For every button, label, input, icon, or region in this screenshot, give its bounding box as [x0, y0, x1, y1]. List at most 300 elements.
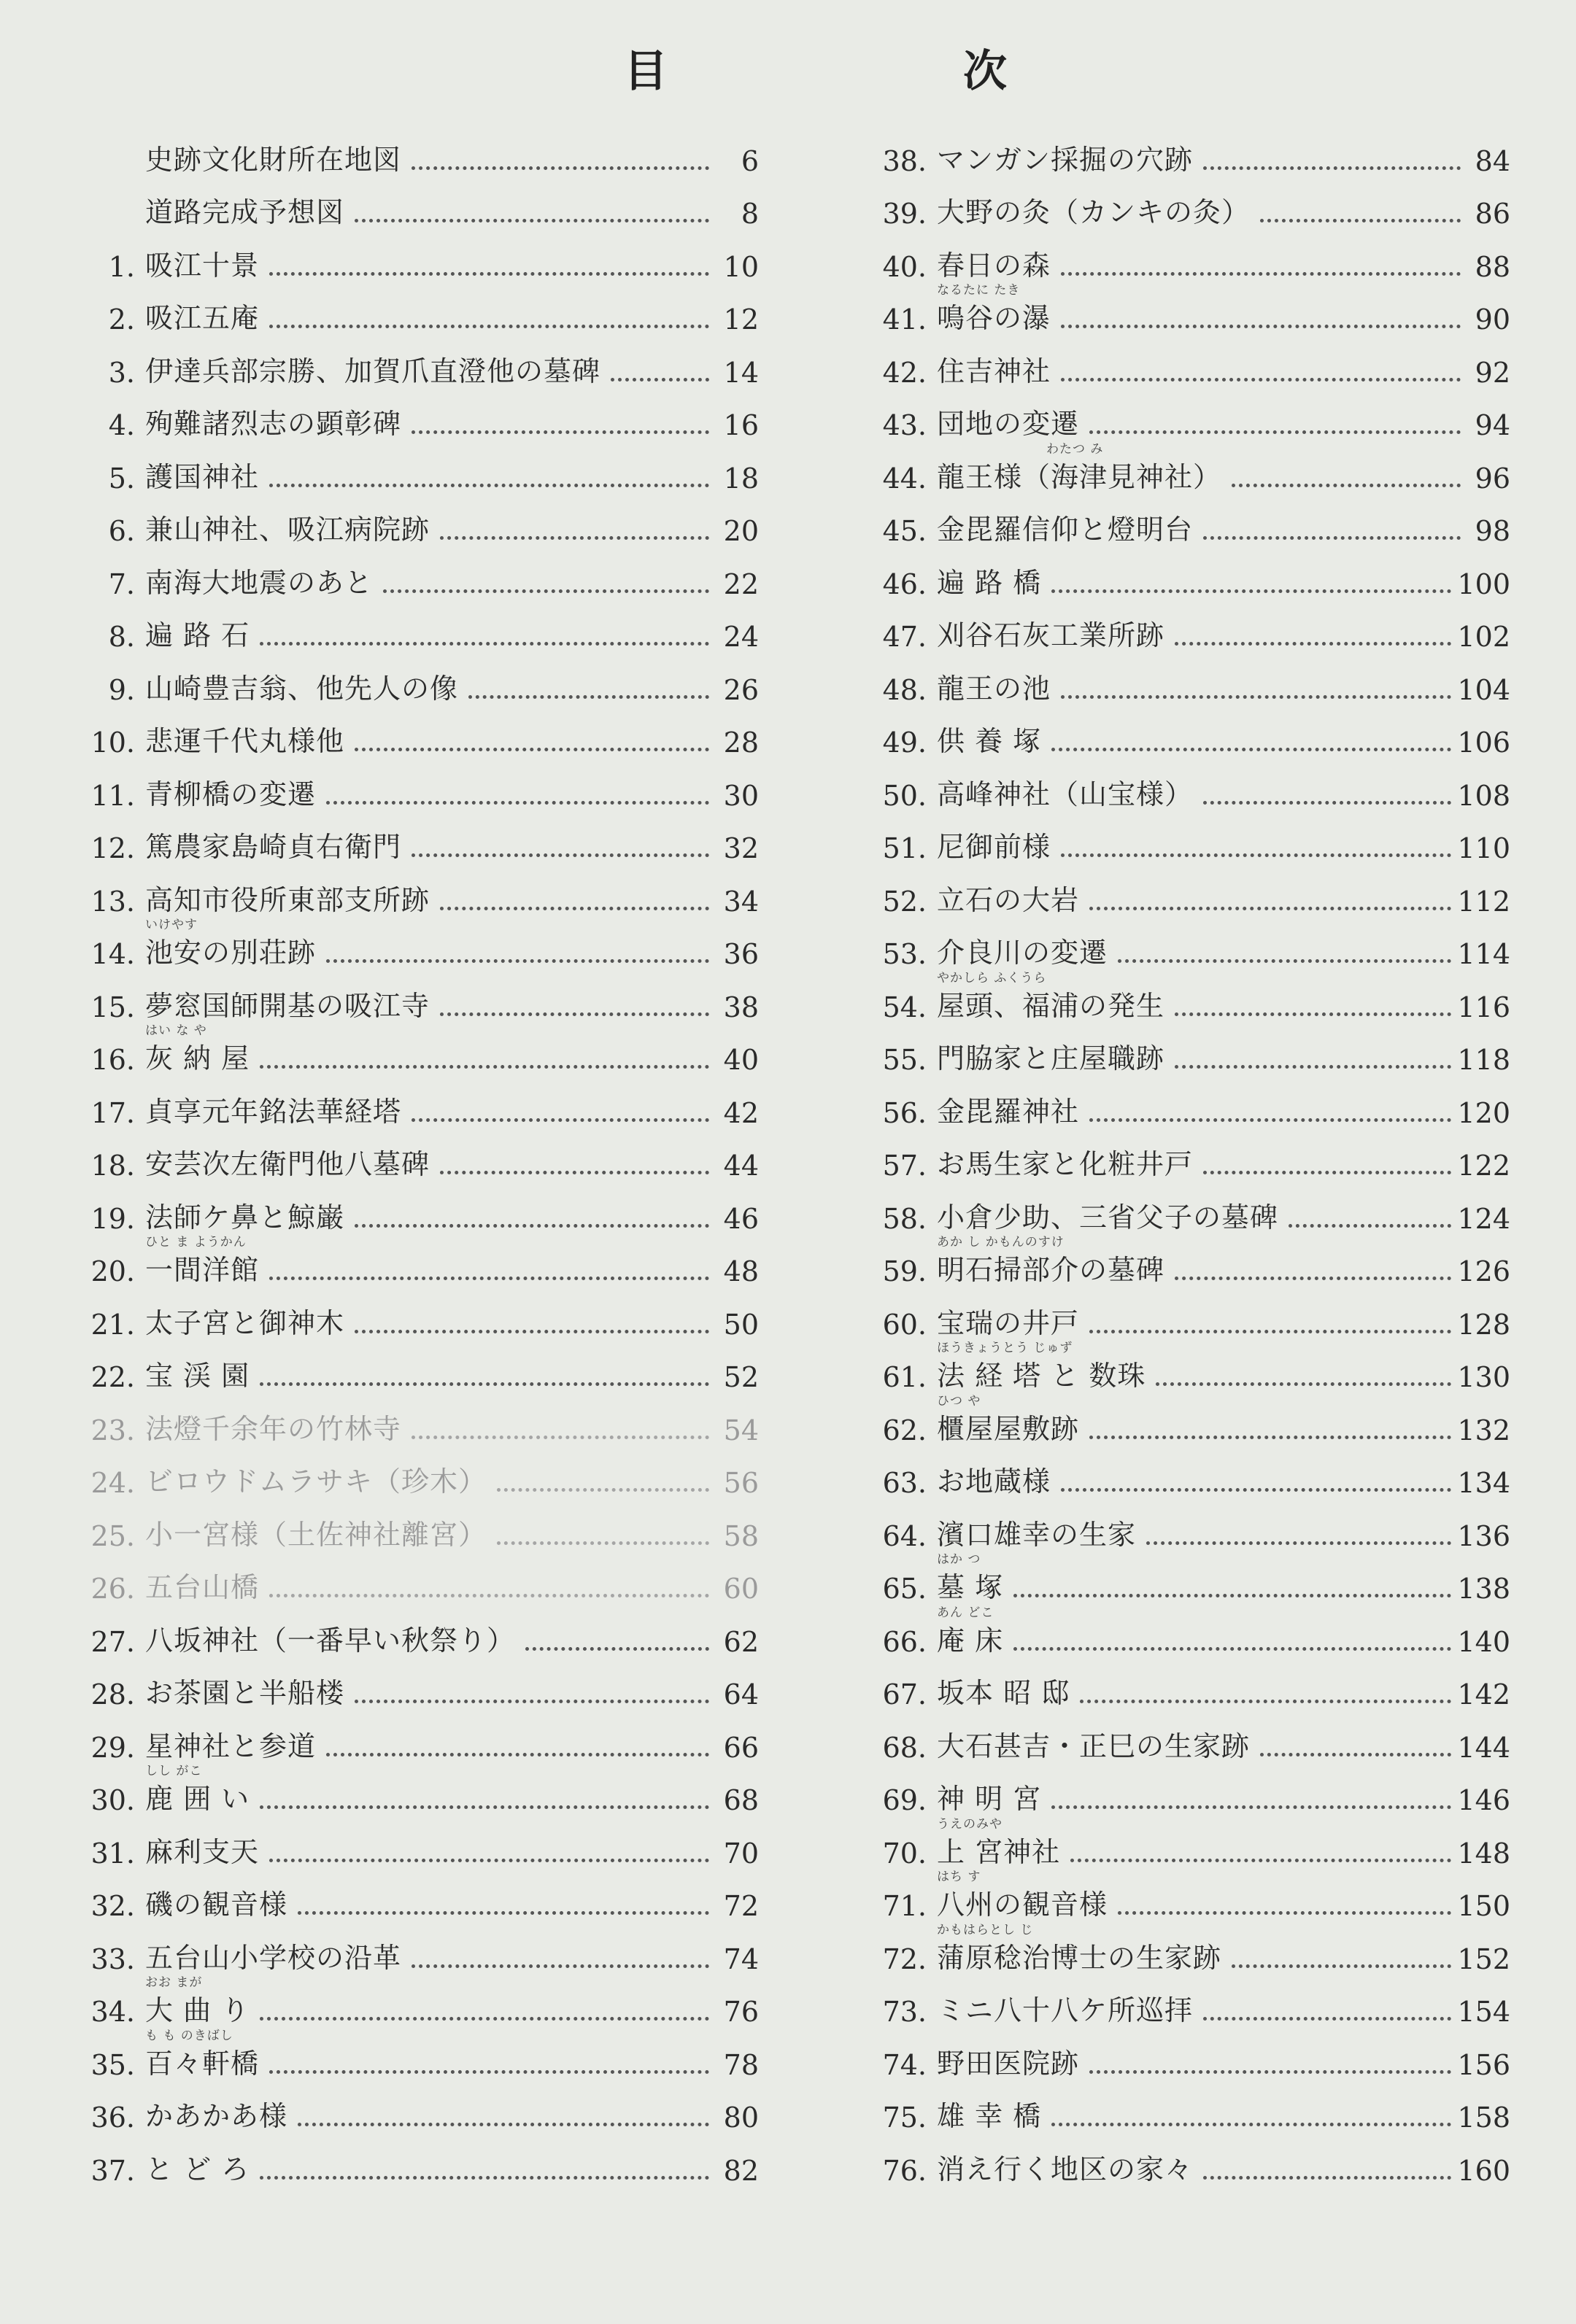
toc-entry[interactable] — [854, 2134, 1510, 2187]
toc-entry-title — [937, 666, 1051, 706]
toc-entry-title — [145, 613, 250, 653]
dot-leader — [468, 695, 709, 699]
toc-entry-title — [937, 1870, 1108, 1922]
toc-entry-title — [145, 243, 259, 283]
toc-entry[interactable] — [66, 1711, 759, 1764]
toc-entry[interactable] — [66, 2028, 759, 2081]
toc-entry-page: 120 — [1457, 1096, 1510, 1129]
toc-entry-title — [937, 1301, 1079, 1341]
toc-entry-ruby: しし がこ — [145, 1764, 203, 1778]
toc-entry-page: 20 — [723, 515, 759, 547]
toc-entry-number: 64. — [882, 1519, 927, 1552]
toc-entry-title — [937, 1393, 1080, 1446]
toc-entry-title-text: 宝 渓 園 — [145, 1360, 250, 1392]
toc-entry-number: 12. — [90, 832, 135, 864]
toc-entry[interactable] — [66, 1605, 759, 1658]
toc-entry-page: 32 — [723, 832, 759, 864]
toc-entry[interactable] — [66, 441, 759, 495]
toc-entry[interactable] — [854, 812, 1510, 865]
toc-entry-title — [145, 1023, 250, 1076]
dot-leader — [440, 536, 709, 540]
toc-entry-title — [937, 507, 1193, 547]
dot-leader — [1089, 1330, 1451, 1333]
toc-entry-title-text: 金毘羅信仰と燈明台 — [937, 514, 1194, 546]
toc-entry-title-text: 史跡文化財所在地図 — [145, 143, 402, 176]
toc-entry-page: 34 — [723, 885, 759, 918]
toc-entry[interactable] — [66, 812, 759, 865]
toc-entry-page: 42 — [723, 1096, 759, 1129]
toc-entry-number: 25. — [90, 1519, 135, 1552]
toc-entry-page: 140 — [1457, 1625, 1510, 1658]
toc-entry-title-text: 遍 路 橋 — [937, 566, 1042, 599]
toc-entry-title-text: 大野の灸（カンキの灸） — [937, 196, 1251, 228]
toc-entry-title-text: マンガン採掘の穴跡 — [937, 143, 1194, 176]
toc-entry-page: 76 — [723, 1996, 759, 2028]
toc-entry-ruby: ひと ま ようかん — [145, 1235, 247, 1250]
toc-entry[interactable] — [66, 1129, 759, 1182]
dot-leader — [1051, 2123, 1451, 2126]
toc-entry-number: 33. — [90, 1943, 135, 1975]
toc-entry-title-text: 介良川の変遷 — [937, 937, 1108, 969]
toc-entry[interactable] — [66, 336, 759, 389]
toc-entry[interactable] — [66, 495, 759, 548]
toc-entry-title-text: 龍王様（海津見神社） — [937, 460, 1222, 493]
toc-entry-title — [145, 772, 316, 812]
toc-entry-title — [937, 2041, 1079, 2081]
toc-entry-title — [145, 824, 401, 864]
toc-entry[interactable] — [854, 1287, 1510, 1341]
toc-entry-page: 6 — [741, 144, 759, 177]
dot-leader — [412, 853, 709, 857]
toc-entry-page: 102 — [1457, 621, 1510, 653]
toc-entry-number: 21. — [90, 1308, 135, 1341]
toc-entry-title-text: 一間洋館 — [145, 1254, 260, 1286]
toc-entry[interactable] — [66, 1870, 759, 1923]
toc-entry-number: 40. — [882, 250, 927, 283]
toc-entry-title-text: 南海大地震のあと — [145, 566, 374, 599]
toc-entry[interactable] — [66, 283, 759, 336]
toc-entry-title-text: 神 明 宮 — [937, 1783, 1042, 1815]
toc-entry-title-text: 遍 路 石 — [145, 619, 250, 651]
toc-entry-title-text: 麻利支天 — [145, 1835, 260, 1868]
dot-leader — [1232, 1964, 1451, 1968]
toc-entry-number: 26. — [90, 1573, 135, 1605]
toc-entry[interactable] — [854, 1552, 1510, 1606]
toc-entry[interactable] — [66, 1235, 759, 1288]
toc-entry-page: 12 — [723, 303, 759, 336]
toc-entry-title-text: 上 宮神社 — [937, 1835, 1061, 1868]
toc-entry-title — [145, 1301, 344, 1341]
toc-entry-title — [145, 1829, 259, 1870]
toc-entry[interactable] — [66, 124, 759, 177]
toc-entry-number: 68. — [882, 1731, 927, 1764]
toc-entry-title-text: 鹿 囲 い — [145, 1783, 250, 1815]
toc-entry-page: 118 — [1457, 1044, 1510, 1076]
toc-entry[interactable] — [66, 653, 759, 706]
toc-entry-title-text: 篤農家島崎貞右衛門 — [145, 831, 402, 863]
dot-leader — [1013, 1647, 1451, 1651]
toc-entry[interactable] — [854, 389, 1510, 442]
toc-entry-page: 150 — [1457, 1890, 1510, 1922]
toc-entry-ruby: あん どこ — [937, 1605, 994, 1620]
toc-entry[interactable] — [66, 706, 759, 759]
toc-entry-title — [937, 1512, 1136, 1552]
toc-entry[interactable] — [854, 495, 1510, 548]
toc-entry[interactable] — [66, 864, 759, 918]
toc-entry[interactable] — [854, 1499, 1510, 1552]
toc-entry[interactable] — [66, 2081, 759, 2134]
toc-entry[interactable] — [854, 283, 1510, 336]
toc-entry-page: 78 — [723, 2048, 759, 2081]
toc-entry-page: 26 — [723, 673, 759, 706]
toc-entry-page: 108 — [1457, 779, 1510, 812]
toc-entry[interactable] — [66, 389, 759, 442]
toc-entry[interactable] — [854, 1816, 1510, 1870]
toc-entry-page: 110 — [1457, 832, 1510, 864]
dot-leader — [1051, 589, 1451, 593]
toc-entry-ruby: やかしら ふくうら — [937, 970, 1047, 985]
toc-entry-title — [937, 772, 1193, 812]
toc-entry-page: 144 — [1457, 1731, 1510, 1764]
toc-entry-title — [145, 1935, 401, 1975]
toc-entry-title — [937, 970, 1165, 1023]
toc-entry[interactable] — [854, 177, 1510, 231]
toc-entry-page: 48 — [723, 1255, 759, 1287]
toc-entry-page: 104 — [1457, 673, 1510, 706]
toc-entry[interactable] — [854, 1393, 1510, 1446]
toc-entry-title — [145, 1406, 401, 1446]
toc-entry-number: 30. — [90, 1784, 135, 1816]
toc-entry-number: 59. — [882, 1255, 927, 1287]
toc-entry[interactable] — [854, 1870, 1510, 1923]
toc-entry[interactable] — [854, 547, 1510, 600]
toc-entry-title-text: 門脇家と庄屋職跡 — [937, 1042, 1165, 1074]
toc-entry-page: 154 — [1457, 1996, 1510, 2028]
toc-entry-title — [145, 918, 317, 970]
toc-entry-title — [145, 1142, 430, 1182]
toc-entry[interactable] — [854, 706, 1510, 759]
toc-entry-number: 63. — [882, 1467, 927, 1499]
toc-entry-number: 23. — [90, 1414, 135, 1446]
toc-entry[interactable] — [66, 1076, 759, 1129]
toc-entry[interactable] — [854, 1076, 1510, 1129]
toc-entry[interactable] — [66, 1764, 759, 1817]
toc-entry[interactable] — [854, 1764, 1510, 1817]
toc-entry-number: 19. — [90, 1202, 135, 1235]
toc-entry-title — [937, 1922, 1222, 1975]
toc-entry[interactable] — [66, 2134, 759, 2187]
toc-entry-title — [145, 137, 401, 177]
toc-entry-page: 8 — [741, 198, 759, 230]
toc-entry-page: 16 — [723, 409, 759, 441]
toc-entry[interactable] — [66, 1393, 759, 1446]
toc-entry[interactable] — [66, 759, 759, 812]
toc-entry-number: 48. — [882, 673, 927, 706]
toc-entry-title — [937, 137, 1193, 177]
toc-entry-title — [145, 507, 430, 547]
toc-entry-title-text: 吸江五庵 — [145, 302, 260, 334]
toc-entry-title-text: 青柳橋の変遷 — [145, 778, 317, 810]
toc-entry[interactable] — [854, 653, 1510, 706]
dot-leader — [1118, 1911, 1451, 1915]
toc-entry-number: 13. — [90, 885, 135, 918]
toc-entry[interactable] — [854, 1605, 1510, 1658]
toc-entry-title-text: 消え行く地区の家々 — [937, 2153, 1194, 2185]
dot-leader — [1061, 695, 1451, 699]
toc-entry-title-text: 明石掃部介の墓碑 — [937, 1254, 1165, 1286]
dot-leader — [1175, 642, 1451, 646]
toc-entry-ruby: いけやす — [145, 918, 198, 932]
toc-entry-title-text: 百々軒橋 — [145, 2047, 260, 2080]
toc-entry-title-text: 貞享元年銘法華経塔 — [145, 1095, 402, 1128]
dot-leader — [269, 325, 709, 328]
dot-leader — [611, 378, 709, 381]
toc-entry[interactable] — [854, 2028, 1510, 2081]
toc-entry-page: 64 — [723, 1678, 759, 1711]
toc-entry[interactable] — [854, 1341, 1510, 1394]
toc-entry[interactable] — [66, 1658, 759, 1711]
toc-entry-title-text: 護国神社 — [145, 460, 260, 493]
toc-entry-number: 29. — [90, 1731, 135, 1764]
toc-entry-title — [937, 1776, 1041, 1816]
toc-entry-title — [937, 1142, 1193, 1182]
toc-entry-page: 22 — [723, 568, 759, 600]
toc-entry[interactable] — [854, 864, 1510, 918]
toc-entry-title — [937, 1724, 1250, 1764]
dot-leader — [1118, 959, 1451, 963]
dot-leader — [326, 801, 709, 805]
toc-entry-number: 72. — [882, 1943, 927, 1975]
toc-entry-page: 72 — [723, 1890, 759, 1922]
toc-entry[interactable] — [854, 1182, 1510, 1235]
toc-entry-page: 54 — [723, 1414, 759, 1446]
dot-leader — [1175, 1065, 1451, 1069]
dot-leader — [269, 1859, 709, 1862]
toc-entry[interactable] — [854, 441, 1510, 495]
toc-entry-ruby: はか つ — [937, 1552, 981, 1567]
toc-entry-number: 51. — [882, 832, 927, 864]
dot-leader — [1203, 1171, 1451, 1174]
toc-entry-number: 62. — [882, 1414, 927, 1446]
toc-entry-page: 134 — [1457, 1467, 1510, 1499]
toc-entry[interactable] — [66, 1182, 759, 1235]
toc-entry-number: 9. — [108, 673, 135, 706]
toc-entry-number: 5. — [108, 462, 135, 495]
toc-entry-title-text: 小倉少助、三省父子の墓碑 — [937, 1201, 1279, 1233]
toc-entry[interactable] — [854, 600, 1510, 654]
toc-entry[interactable] — [854, 1129, 1510, 1182]
toc-entry-page: 14 — [723, 356, 759, 389]
dot-leader — [1061, 1488, 1451, 1492]
toc-entry-title-text: 八坂神社（一番早い秋祭り） — [145, 1624, 516, 1657]
toc-column-left — [66, 124, 759, 2187]
toc-entry-title-text: 道路完成予想図 — [145, 196, 345, 228]
toc-entry-title — [145, 1089, 401, 1129]
toc-entry-number: 41. — [882, 303, 927, 336]
toc-entry[interactable] — [66, 1975, 759, 2029]
toc-entry[interactable] — [854, 1658, 1510, 1711]
toc-entry-title — [937, 1816, 1061, 1870]
toc-entry-title-text: 墓 塚 — [937, 1571, 1004, 1603]
toc-entry[interactable] — [66, 918, 759, 971]
toc-entry[interactable] — [854, 124, 1510, 177]
toc-entry-ruby: ほうきょうとう じゅず — [937, 1341, 1073, 1355]
toc-entry[interactable] — [66, 1341, 759, 1394]
toc-entry-page: 84 — [1475, 144, 1510, 177]
toc-entry[interactable] — [854, 1446, 1510, 1500]
toc-entry[interactable] — [66, 1816, 759, 1870]
toc-entry[interactable] — [66, 230, 759, 283]
dot-leader — [355, 748, 709, 751]
toc-entry-number: 6. — [108, 515, 135, 547]
toc-entry[interactable] — [854, 230, 1510, 283]
toc-entry-title-text: 太子宮と御神木 — [145, 1306, 345, 1339]
toc-entry-number: 56. — [882, 1096, 927, 1129]
toc-entry-number: 35. — [90, 2048, 135, 2081]
toc-entry-ruby: はい な や — [145, 1023, 207, 1038]
toc-entry-number: 16. — [90, 1044, 135, 1076]
toc-entry-number: 2. — [108, 303, 135, 336]
toc-entry-title — [937, 283, 1051, 336]
toc-entry-number: 58. — [882, 1202, 927, 1235]
toc-entry-page: 130 — [1457, 1361, 1510, 1393]
dot-leader — [269, 1594, 709, 1597]
toc-entry-page: 124 — [1457, 1202, 1510, 1235]
dot-leader — [260, 2017, 709, 2021]
toc-entry-number: 32. — [90, 1890, 135, 1922]
toc-entry-number: 57. — [882, 1150, 927, 1182]
dot-leader — [440, 907, 709, 910]
toc-entry-title — [937, 1235, 1165, 1287]
toc-entry-page: 46 — [723, 1202, 759, 1235]
toc-entry[interactable] — [66, 547, 759, 600]
toc-entry[interactable] — [66, 1552, 759, 1606]
dot-leader — [298, 1911, 709, 1915]
toc-entry-page: 158 — [1457, 2102, 1510, 2134]
dot-leader — [1203, 801, 1451, 805]
toc-entry[interactable] — [854, 1023, 1510, 1077]
toc-entry[interactable] — [66, 1446, 759, 1500]
dot-leader — [355, 219, 709, 222]
dot-leader — [260, 1382, 709, 1386]
toc-entry[interactable] — [66, 600, 759, 654]
toc-entry-number: 20. — [90, 1255, 135, 1287]
dot-leader — [326, 959, 709, 963]
toc-entry[interactable] — [66, 1287, 759, 1341]
toc-entry-title — [937, 2147, 1193, 2187]
toc-entry[interactable] — [854, 336, 1510, 389]
toc-entry[interactable] — [854, 918, 1510, 971]
toc-entry-page: 90 — [1475, 303, 1510, 336]
toc-entry[interactable] — [66, 1023, 759, 1077]
toc-entry-number: 55. — [882, 1044, 927, 1076]
toc-entry-page: 136 — [1457, 1519, 1510, 1552]
toc-entry-title-text: 殉難諸烈志の顕彰碑 — [145, 408, 402, 440]
toc-entry-number: 11. — [90, 779, 135, 812]
toc-entry-title — [145, 401, 401, 441]
toc-entry-page: 148 — [1457, 1837, 1510, 1870]
toc-entry-title-text: 刈谷石灰工業所跡 — [937, 619, 1165, 651]
toc-entry-title — [145, 295, 259, 336]
dot-leader — [1175, 1277, 1451, 1280]
toc-entry-number: 1. — [108, 250, 135, 283]
toc-entry-page: 98 — [1475, 515, 1510, 547]
dot-leader — [269, 272, 709, 276]
dot-leader — [383, 589, 709, 593]
toc-entry-number: 10. — [90, 727, 135, 759]
toc-entry-title-text: 濱口雄幸の生家 — [937, 1518, 1137, 1551]
toc-entry[interactable] — [854, 759, 1510, 812]
toc-entry[interactable] — [66, 177, 759, 231]
toc-entry-ruby: も も のきばし — [145, 2028, 233, 2043]
toc-entry-number: 42. — [882, 356, 927, 389]
toc-entry[interactable] — [66, 970, 759, 1023]
toc-entry[interactable] — [66, 1922, 759, 1975]
toc-entry-number: 50. — [882, 779, 927, 812]
toc-entry[interactable] — [66, 1499, 759, 1552]
toc-entry-title-text: かあかあ様 — [145, 2100, 288, 2132]
toc-entry-page: 106 — [1457, 727, 1510, 759]
toc-entry-number: 71. — [882, 1890, 927, 1922]
toc-entry[interactable] — [854, 1975, 1510, 2029]
toc-entry-page: 38 — [723, 991, 759, 1023]
toc-entry-number: 53. — [882, 938, 927, 970]
toc-entry-page: 82 — [723, 2154, 759, 2187]
toc-entry-number: 73. — [882, 1996, 927, 2028]
toc-entry-title — [937, 1459, 1051, 1499]
dot-leader — [1203, 2176, 1451, 2180]
toc-entry-title-text: 法師ケ鼻と鯨巌 — [145, 1201, 345, 1233]
toc-entry-title — [937, 560, 1041, 600]
dot-leader — [260, 642, 709, 646]
toc-entry-page: 100 — [1457, 568, 1510, 600]
toc-entry-number: 54. — [882, 991, 927, 1023]
toc-entry-number: 36. — [90, 2102, 135, 2134]
toc-entry-number: 8. — [108, 621, 135, 653]
toc-entry-title-text: 櫃屋屋敷跡 — [937, 1412, 1080, 1445]
toc-entry-number: 44. — [882, 462, 927, 495]
toc-entry-title-text: 五台山小学校の沿革 — [145, 1941, 402, 1974]
toc-entry-title-text: 八州の観音様 — [937, 1889, 1108, 1921]
toc-entry-title-text: と ど ろ — [145, 2153, 250, 2185]
toc-entry[interactable] — [854, 970, 1510, 1023]
toc-entry-page: 132 — [1457, 1414, 1510, 1446]
toc-entry[interactable] — [854, 1922, 1510, 1975]
toc-entry-title — [145, 2093, 287, 2134]
toc-entry[interactable] — [854, 2081, 1510, 2134]
toc-entry-title — [937, 1552, 1004, 1605]
dot-leader — [412, 1964, 709, 1968]
toc-entry-title-text: 五台山橋 — [145, 1571, 260, 1603]
toc-entry-number: 28. — [90, 1678, 135, 1711]
dot-leader — [326, 1753, 709, 1756]
toc-entry-title — [145, 983, 430, 1023]
toc-entry-page: 146 — [1457, 1784, 1510, 1816]
dot-leader — [1289, 1224, 1451, 1228]
toc-entry-title — [937, 613, 1164, 653]
toc-entry-title — [145, 454, 259, 495]
toc-entry-title — [145, 1618, 515, 1658]
toc-entry-number: 52. — [882, 885, 927, 918]
toc-entry-title — [145, 1882, 287, 1922]
toc-entry[interactable] — [854, 1711, 1510, 1764]
toc-entry-title — [145, 718, 344, 759]
toc-entry-number: 70. — [882, 1837, 927, 1870]
toc-entry-title — [937, 878, 1079, 918]
toc-entry[interactable] — [854, 1235, 1510, 1288]
dot-leader — [1089, 907, 1451, 910]
toc-entry-number: 22. — [90, 1361, 135, 1393]
